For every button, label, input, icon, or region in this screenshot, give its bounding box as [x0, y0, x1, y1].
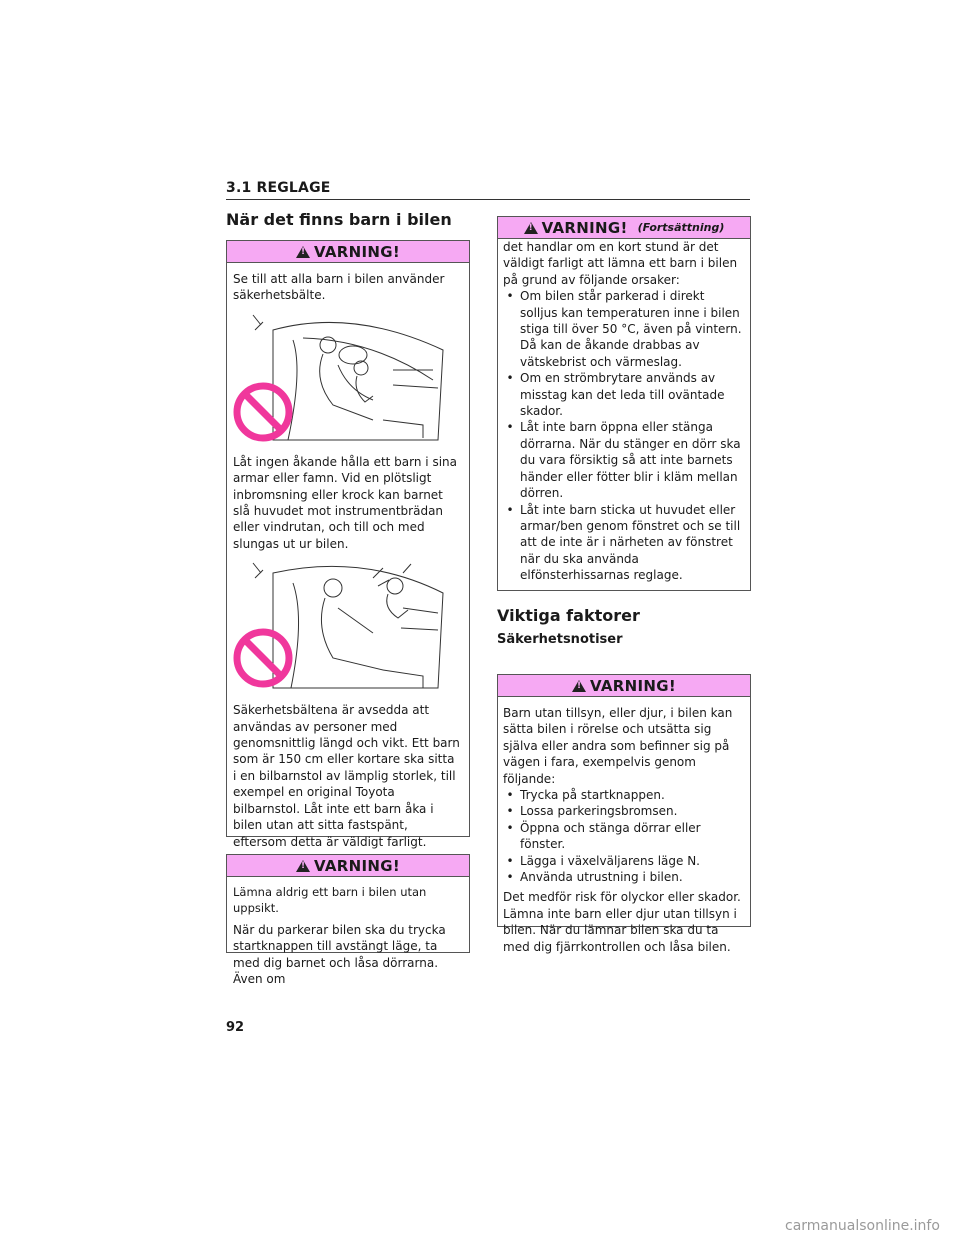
list-item: • Om en strömbrytare används av misstag kan det leda till oväntade skador.	[506, 371, 725, 419]
warning1-para2: Låt ingen åkande hålla ett barn i sina armar eller famn. Vid en plötsligt inbromsning eller krock kan barnet slå huvudet mot instrumentbrädan eller vindrutan, och till och med slungas ut ur bilen.	[233, 454, 457, 551]
warning3-outro: Det medför risk för olyckor eller skador. Lämna inte barn eller djur utan tillsyn i bilen. När du lämnar bilen ska du ta med dig fjärrkontrollen och låsa bilen.	[503, 890, 741, 954]
warning2-para1: Lämna aldrig ett barn i bilen utan uppsikt.	[233, 885, 427, 916]
warning-header	[498, 217, 750, 239]
chapter-rule	[226, 199, 750, 200]
warning1-para1: Se till att alla barn i bilen använder säkerhetsbälte.	[233, 272, 445, 303]
prohibition-icon	[237, 632, 289, 684]
warning-label: VARNING!	[314, 242, 400, 261]
warning1-para3: Säkerhetsbältena är avsedda att användas av personer med genomsnittlig längd och vikt. Ett barn som är 150 cm eller kortare ska sitta i en bilbarnstol av lämplig storlek, till exempel en original Toyota bilbarnstol. Låt inte ett barn åka i bilen utan att sitta fastspänt, eftersom detta är väldigt farligt.	[233, 703, 460, 849]
warning-label: VARNING!	[541, 218, 628, 237]
illustration-child-held	[233, 310, 461, 448]
page-number: 92	[226, 1020, 245, 1035]
warning-header	[227, 241, 469, 263]
warning-continued-label: (Fortsättning)	[637, 221, 725, 234]
list-item: • Lägga i växelväljarens läge N.	[506, 853, 700, 868]
child-crash-illustration	[233, 558, 463, 696]
warning-triangle-icon	[296, 246, 310, 258]
chapter-heading: 3.1 REGLAGE	[226, 180, 331, 196]
list-item: • Trycka på startknappen.	[506, 788, 665, 803]
warning-header	[227, 855, 469, 877]
warning-box-continued	[497, 216, 751, 591]
section-title-factors: Viktiga faktorer	[497, 606, 640, 625]
subsection-title-safety: Säkerhetsnotiser	[497, 632, 623, 647]
warning-box-2	[226, 854, 470, 987]
list-item: • Låt inte barn öppna eller stänga dörrarna. När du stänger en dörr ska du vara försiktig så att inte barnets händer eller fötter blir i kläm mellan dörren.	[506, 420, 741, 501]
warning3-intro: Barn utan tillsyn, eller djur, i bilen kan sätta bilen i rörelse och utsätta sig själva eller andra som befinner sig på vägen i fara, exempelvis genom följande:	[503, 706, 733, 786]
list-item: • Om bilen står parkerad i direkt solljus kan temperaturen inne i bilen stiga till över 50 °C, även på vintern. Då kan de åkande drabbas av vätskebrist och värmeslag.	[506, 289, 742, 369]
warning2-para2: När du parkerar bilen ska du trycka startknappen till avstängt läge, ta med dig barnet och låsa dörrarna. Även om	[233, 922, 446, 987]
list-item: • Lossa parkeringsbromsen.	[506, 804, 678, 819]
warning-triangle-icon	[524, 222, 538, 234]
warning-box-1	[226, 240, 470, 849]
watermark: carmanualsonline.info	[785, 1218, 940, 1234]
warning-triangle-icon	[572, 680, 586, 692]
warning-cont-intro: det handlar om en kort stund är det väldigt farligt att lämna ett barn i bilen på grund av följande orsaker:	[503, 240, 738, 287]
child-held-illustration	[233, 310, 463, 448]
list-item: • Låt inte barn sticka ut huvudet eller armar/ben genom fönstret och se till att de inte är i närheten av fönstret när du ska använda elfönsterhissarnas reglage.	[506, 502, 741, 583]
warning-triangle-icon	[296, 860, 310, 872]
list-item: • Använda utrustning i bilen.	[506, 870, 683, 885]
warning-label: VARNING!	[590, 676, 676, 695]
warning-box-3	[497, 674, 751, 954]
section-title-children: När det finns barn i bilen	[226, 210, 452, 229]
list-item: • Öppna och stänga dörrar eller fönster.	[506, 820, 701, 852]
warning-label: VARNING!	[314, 856, 400, 875]
prohibition-icon	[237, 386, 289, 438]
illustration-child-crash	[233, 558, 461, 696]
warning-header	[498, 675, 750, 697]
